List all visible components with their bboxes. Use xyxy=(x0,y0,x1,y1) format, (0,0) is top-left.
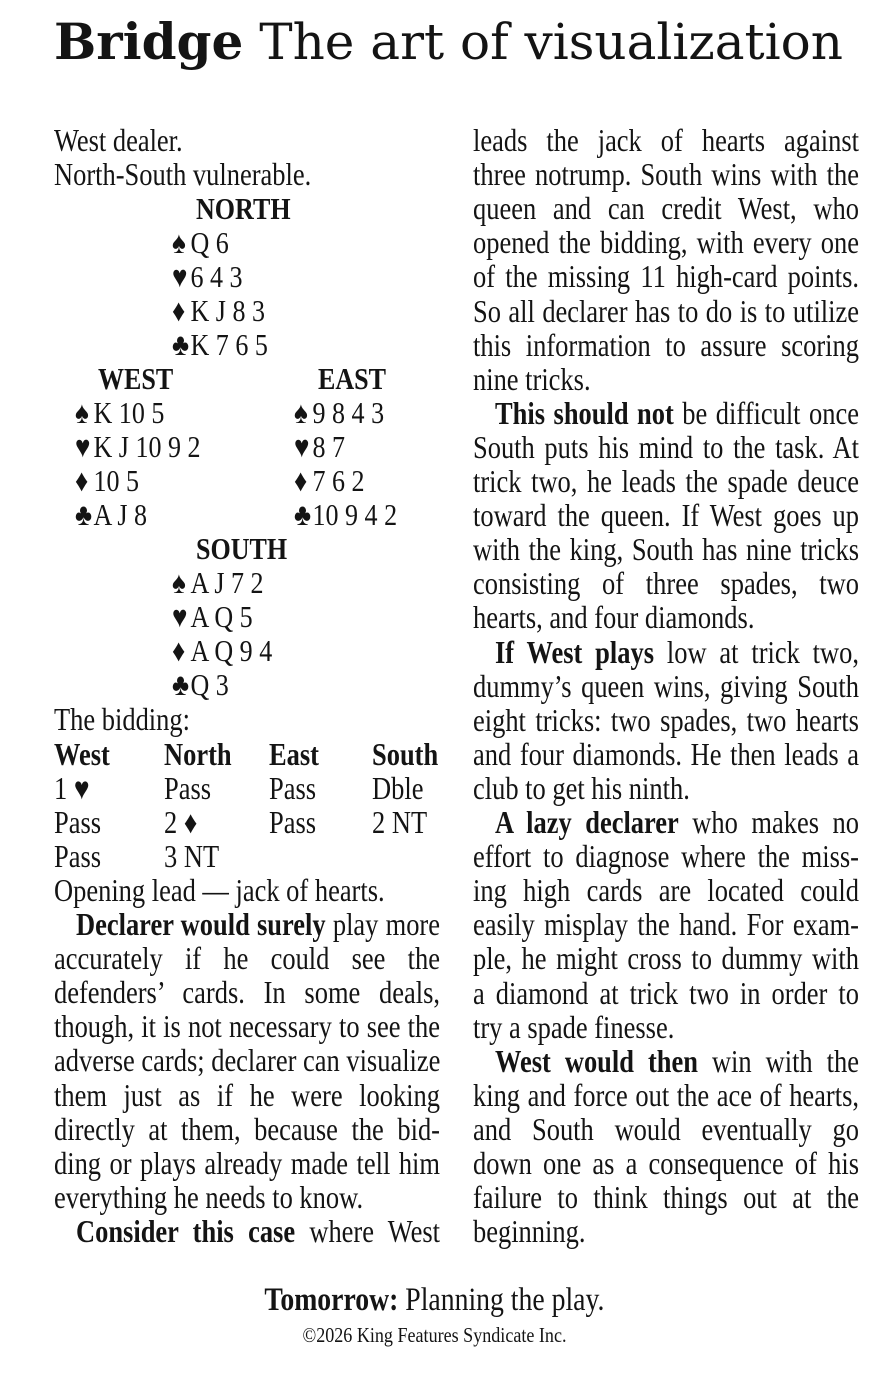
east-diamonds xyxy=(294,464,365,498)
west-spades xyxy=(75,396,164,430)
article-text: be difficult once xyxy=(673,395,859,431)
article-text: and four diamonds. He then leads a xyxy=(473,736,859,772)
article-line xyxy=(473,670,859,704)
article-text: low at trick two, xyxy=(654,634,859,670)
bid-cell: 3 NT xyxy=(164,839,220,874)
paragraph-lead-in: Declarer would surely xyxy=(76,907,326,942)
article-line xyxy=(473,465,859,499)
bid-cell: Dble xyxy=(372,771,424,806)
article-line xyxy=(495,806,859,840)
south-diamonds xyxy=(172,634,272,668)
article-line xyxy=(473,942,859,976)
tomorrow-label: Tomorrow: xyxy=(264,1282,399,1318)
article-text: directly at them, because the bid- xyxy=(54,1111,440,1147)
copyright xyxy=(0,1322,869,1348)
bidding-header-north: North xyxy=(164,737,232,772)
dealer-line: West dealer. xyxy=(54,123,183,158)
article-line xyxy=(54,1181,363,1215)
article-text: hearts, and four diamonds. xyxy=(473,600,755,636)
article-text: three notrump. South wins with the xyxy=(473,157,859,193)
article-line xyxy=(473,533,859,567)
article-line xyxy=(495,397,859,431)
club-icon: ♣ xyxy=(172,327,190,362)
article-text: adverse cards; declarer can visualize xyxy=(54,1043,441,1079)
south-spades xyxy=(172,566,264,600)
article-text: club to get his ninth. xyxy=(473,770,690,806)
article-line xyxy=(473,1079,859,1113)
article-text: with the king, South has nine tricks xyxy=(473,532,859,568)
article-text: try a spade finesse. xyxy=(473,1009,675,1045)
article-text: ple, he might cross to dummy with xyxy=(473,941,859,977)
article-line xyxy=(473,329,859,363)
bid-cell: 1 ♥ xyxy=(54,771,90,806)
north-clubs-cards: K 7 6 5 xyxy=(190,327,268,362)
article-line xyxy=(54,976,440,1010)
article-line xyxy=(76,1215,440,1249)
article-line xyxy=(495,636,859,670)
tomorrow-text: Planning the play. xyxy=(398,1282,605,1318)
article-text: and South would eventually go xyxy=(473,1111,859,1147)
east-clubs xyxy=(294,498,397,532)
article-text: accurately if he could see the xyxy=(54,941,440,977)
article-line xyxy=(473,1215,585,1249)
article-line xyxy=(54,1147,440,1181)
west-label: WEST xyxy=(98,361,174,396)
west-hearts xyxy=(75,430,201,464)
article-text: defenders’ cards. In some deals, xyxy=(54,975,440,1011)
article-line xyxy=(54,1079,440,1113)
west-diamonds xyxy=(75,464,139,498)
club-icon: ♣ xyxy=(294,497,312,532)
bid-cell: Pass xyxy=(54,805,102,840)
north-spades xyxy=(172,226,229,260)
article-line xyxy=(473,874,859,908)
east-diamonds-cards: 7 6 2 xyxy=(312,463,365,498)
article-text: toward the queen. If West goes up xyxy=(473,498,859,534)
east-spades-cards: 9 8 4 3 xyxy=(312,395,385,430)
bid-cell: 2 ♦ xyxy=(164,805,198,840)
south-clubs xyxy=(172,668,229,702)
vulnerability-line: North-South vulnerable. xyxy=(54,157,312,192)
east-spades xyxy=(294,396,384,430)
article-text: eight tricks: two spades, two hearts xyxy=(473,702,859,738)
paragraph-lead-in: This should not xyxy=(495,395,674,431)
article-text: though, it is not necessary to see the xyxy=(54,1009,440,1045)
article-line xyxy=(473,431,859,465)
article-line xyxy=(495,1045,859,1079)
club-icon: ♣ xyxy=(172,667,190,702)
bidding-title: The bidding: xyxy=(54,702,190,737)
article-text: effort to diagnose where the miss- xyxy=(473,839,859,875)
article-text: dummy’s queen wins, giving South xyxy=(473,668,859,704)
diamond-icon: ♦ xyxy=(172,293,186,328)
heart-icon: ♥ xyxy=(172,259,188,294)
article-text: play more xyxy=(325,907,440,942)
article-line xyxy=(473,704,859,738)
copyright-text: ©2026 King Features Syndicate Inc. xyxy=(302,1323,567,1347)
article-text: king and force out the ace of hearts, xyxy=(473,1077,859,1113)
article-text: South puts his mind to the task. At xyxy=(473,429,859,465)
north-spades-cards: Q 6 xyxy=(190,225,229,260)
bid-cell: 2 NT xyxy=(372,805,428,840)
bidding-header-east: East xyxy=(269,737,319,772)
article-line xyxy=(473,1181,859,1215)
north-label: NORTH xyxy=(196,191,291,226)
article-line xyxy=(473,1113,859,1147)
article-line xyxy=(473,840,859,874)
spade-icon: ♠ xyxy=(75,395,89,430)
article-text: failure to think things out at the xyxy=(473,1180,859,1216)
west-diamonds-cards: 10 5 xyxy=(93,463,140,498)
west-hearts-cards: K J 10 9 2 xyxy=(93,429,201,464)
paragraph-lead-in: Consider this case xyxy=(76,1213,296,1249)
south-spades-cards: A J 7 2 xyxy=(190,565,264,600)
header-subtitle: The art of visualization xyxy=(259,13,843,71)
article-text: leads the jack of hearts against xyxy=(473,123,859,158)
header-brand: Bridge xyxy=(54,12,244,71)
article-text: a diamond at trick two in order to xyxy=(473,975,859,1011)
north-diamonds xyxy=(172,294,265,328)
diamond-icon: ♦ xyxy=(172,633,186,668)
article-line xyxy=(473,977,859,1011)
heart-icon: ♥ xyxy=(172,599,188,634)
bid-cell: Pass xyxy=(164,771,212,806)
article-line xyxy=(473,192,859,226)
article-text: win with the xyxy=(697,1043,859,1079)
article-text: queen and can credit West, who xyxy=(473,191,859,227)
west-clubs-cards: A J 8 xyxy=(93,497,148,532)
article-line xyxy=(473,226,859,260)
south-hearts xyxy=(172,600,253,634)
paragraph-lead-in: West would then xyxy=(495,1043,698,1079)
east-hearts-cards: 8 7 xyxy=(312,429,346,464)
article-line xyxy=(473,158,859,192)
article-text: of the missing 11 high-card points. xyxy=(473,259,859,295)
diamond-icon: ♦ xyxy=(294,463,308,498)
north-hearts xyxy=(172,260,243,294)
article-text: opened the bidding, with every one xyxy=(473,225,859,261)
article-text: So all declarer has to do is to utilize xyxy=(473,293,859,329)
opening-lead: Opening lead — jack of hearts. xyxy=(54,873,385,908)
heart-icon: ♥ xyxy=(294,429,310,464)
south-label: SOUTH xyxy=(196,531,288,566)
article-text: them just as if he were looking xyxy=(54,1077,440,1113)
article-text: this information to assure scoring xyxy=(473,327,859,363)
article-line xyxy=(473,295,859,329)
article-text: consisting of three spades, two xyxy=(473,566,859,602)
article-text: everything he needs to know. xyxy=(54,1179,364,1215)
diamond-icon: ♦ xyxy=(75,463,89,498)
south-hearts-cards: A Q 5 xyxy=(190,599,253,634)
south-diamonds-cards: A Q 9 4 xyxy=(190,633,273,668)
spade-icon: ♠ xyxy=(172,225,186,260)
article-line xyxy=(54,1113,440,1147)
article-line xyxy=(473,772,690,806)
article-line xyxy=(54,1010,440,1044)
article-text: easily misplay the hand. For exam- xyxy=(473,907,859,943)
article-text: where West xyxy=(295,1213,440,1249)
paragraph-lead-in: A lazy declarer xyxy=(495,805,679,840)
article-line xyxy=(473,124,859,158)
footer-tomorrow xyxy=(0,1281,869,1319)
article-line xyxy=(473,363,591,397)
north-hearts-cards: 6 4 3 xyxy=(190,259,243,294)
spade-icon: ♠ xyxy=(172,565,186,600)
bid-cell: Pass xyxy=(269,805,317,840)
spade-icon: ♠ xyxy=(294,395,308,430)
east-label: EAST xyxy=(318,361,387,396)
article-line xyxy=(473,567,859,601)
bid-cell: Pass xyxy=(269,771,317,806)
article-line xyxy=(76,908,440,942)
article-text: who makes no xyxy=(678,805,859,840)
article-text: trick two, he leads the spade deuce xyxy=(473,464,859,499)
east-clubs-cards: 10 9 4 2 xyxy=(312,497,398,532)
bidding-header-west: West xyxy=(54,737,110,772)
article-line xyxy=(473,260,859,294)
article-line xyxy=(473,1011,674,1045)
column-header xyxy=(54,10,843,74)
article-text: ding or plays already made tell him xyxy=(54,1145,440,1181)
north-clubs xyxy=(172,328,268,362)
article-text: down one as a consequence of his xyxy=(473,1146,859,1181)
bidding-header-south: South xyxy=(372,737,439,772)
article-line xyxy=(473,908,859,942)
article-line xyxy=(473,499,859,533)
article-line xyxy=(473,738,859,772)
paragraph-lead-in: If West plays xyxy=(495,634,655,670)
west-clubs xyxy=(75,498,147,532)
article-line xyxy=(473,601,754,635)
east-hearts xyxy=(294,430,345,464)
article-text: nine tricks. xyxy=(473,361,591,397)
article-text: ing high cards are located could xyxy=(473,873,859,909)
article-line xyxy=(54,942,440,976)
article-text: beginning. xyxy=(473,1214,586,1250)
heart-icon: ♥ xyxy=(75,429,91,464)
south-clubs-cards: Q 3 xyxy=(190,667,229,702)
north-diamonds-cards: K J 8 3 xyxy=(190,293,265,328)
article-line xyxy=(54,1044,440,1078)
bid-cell: Pass xyxy=(54,839,102,874)
club-icon: ♣ xyxy=(75,497,93,532)
article-line xyxy=(473,1147,859,1181)
west-spades-cards: K 10 5 xyxy=(93,395,165,430)
